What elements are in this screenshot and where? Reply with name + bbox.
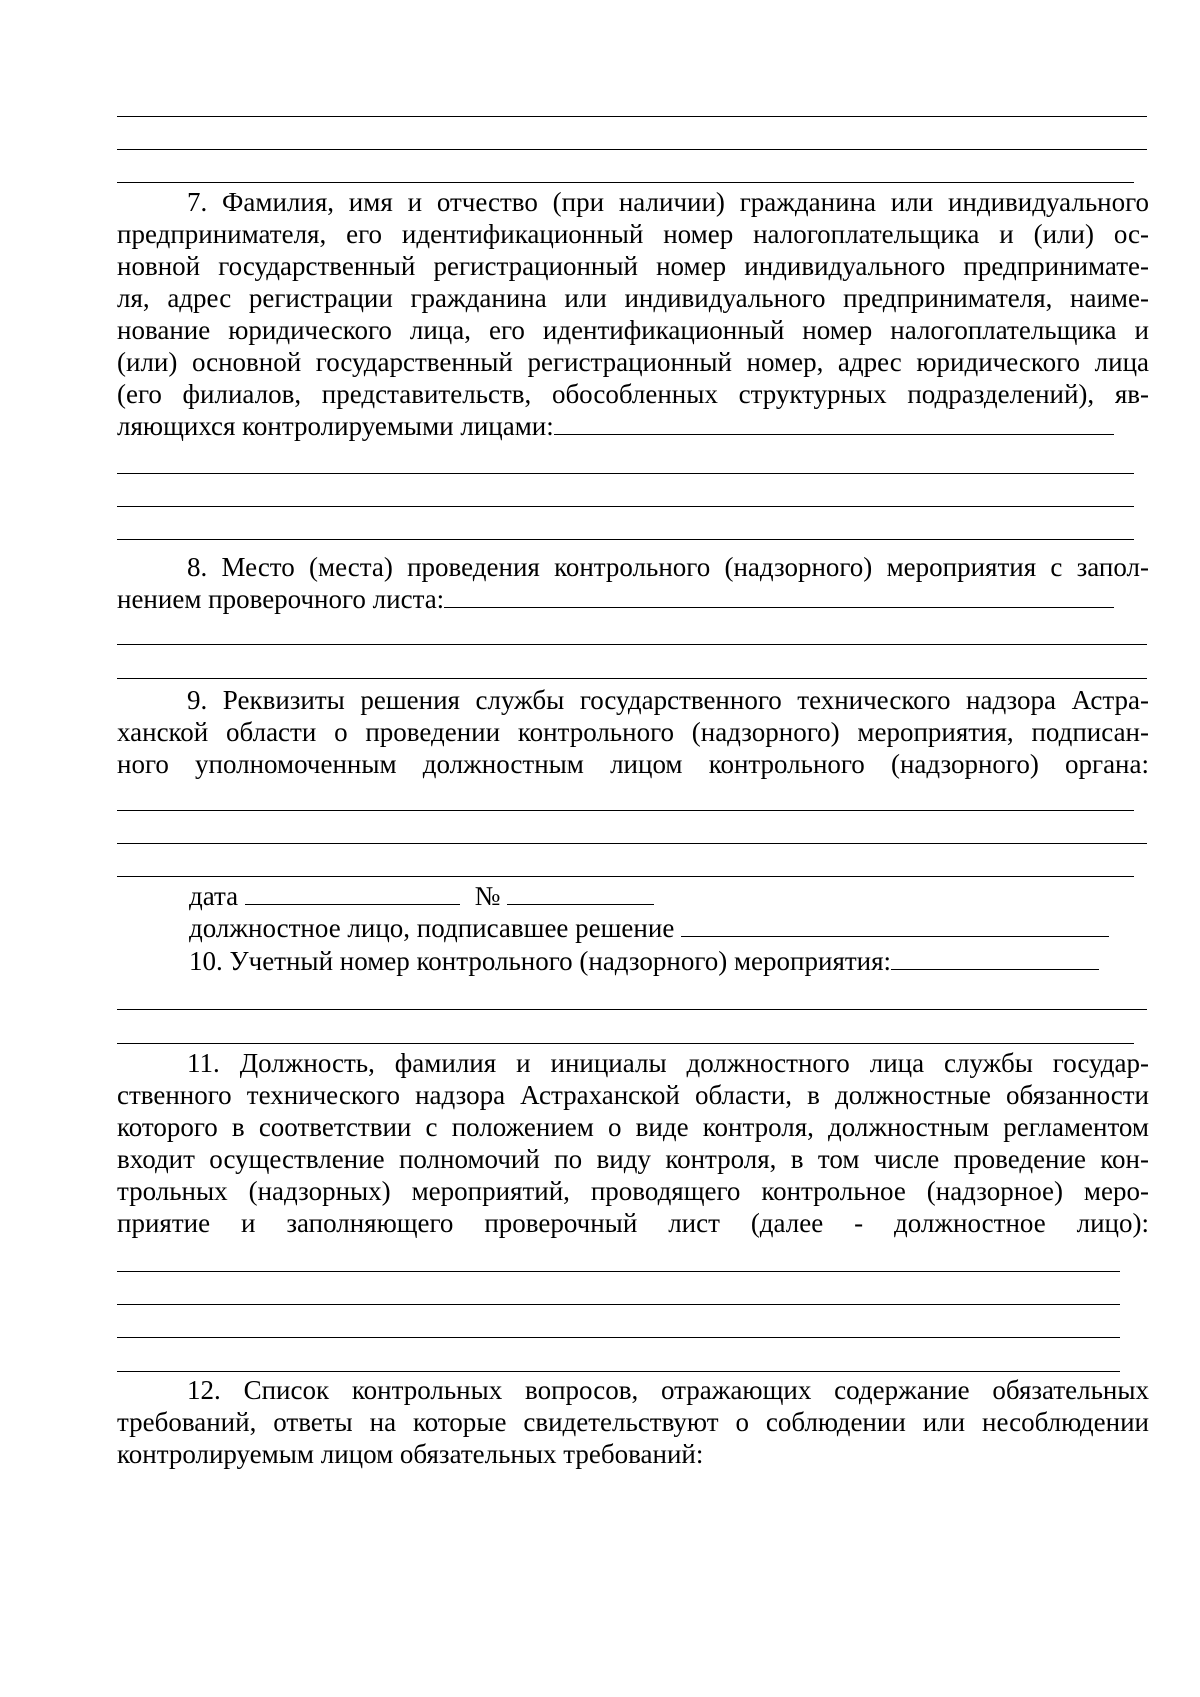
blank-line[interactable] (117, 810, 1134, 811)
record-number-field[interactable] (891, 945, 1099, 970)
section-12-line: 12. Список контрольных вопросов, отражающих содержание обязательных (187, 1375, 1149, 1405)
blank-line[interactable] (117, 644, 1147, 645)
section-11-line: которого в соответствии с положением о виде контроля, должностным регламентом (117, 1112, 1149, 1142)
blank-line[interactable] (117, 506, 1134, 507)
blank-line[interactable] (117, 473, 1134, 474)
blank-line (117, 116, 1147, 117)
section-12-line: требований, ответы на которые свидетельствуют о соблюдении или несоблюдении (117, 1407, 1149, 1437)
number-label: № (474, 881, 501, 911)
section-9-line: ного уполномоченным должностным лицом контрольного (надзорного) органа: (117, 749, 1149, 779)
section-11-line: 11. Должность, фамилия и инициалы должностного лица службы государ- (187, 1048, 1149, 1078)
blank-line[interactable] (117, 1304, 1120, 1305)
blank-line[interactable] (117, 1337, 1120, 1338)
section-11-line: входит осуществление полномочий по виду контроля, в том числе проведение кон- (117, 1144, 1149, 1174)
official-label: должностное лицо, подписавшее решение (189, 913, 675, 943)
section-9-line: 9. Реквизиты решения службы государственного технического надзора Астра- (187, 685, 1149, 715)
decision-date-row (189, 880, 654, 912)
section-7-line: (или) основной государственный регистрационный номер, адрес юридического лица (117, 347, 1149, 377)
date-label: дата (189, 881, 239, 911)
blank-line[interactable] (117, 876, 1134, 877)
section-12-line: контролируемым лицом обязательных требований: (117, 1439, 704, 1469)
section-7-line: нование юридического лица, его идентификационный номер налогоплательщика и (117, 315, 1149, 345)
official-field[interactable] (681, 912, 1109, 937)
blank-line[interactable] (117, 678, 1147, 679)
controlled-persons-field[interactable] (554, 410, 1114, 435)
blank-line[interactable] (117, 1371, 1120, 1372)
section-7-line: ля, адрес регистрации гражданина или индивидуального предпринимателя, наиме- (117, 283, 1149, 313)
section-10-label: 10. Учетный номер контрольного (надзорного) мероприятия: (189, 946, 892, 976)
section-11-line: ственного технического надзора Астраханской области, в должностные обязанности (117, 1080, 1149, 1110)
decision-official-row (189, 912, 1109, 944)
section-11-line: приятие и заполняющего проверочный лист (далее - должностное лицо): (117, 1208, 1149, 1238)
section-7-line: новной государственный регистрационный номер индивидуального предпринимате- (117, 251, 1149, 281)
section-10-row (189, 945, 1099, 977)
section-7-line: предпринимателя, его идентификационный номер налогоплательщика и (или) ос- (117, 219, 1149, 249)
section-8-line: 8. Место (места) проведения контрольного (надзорного) мероприятия с запол- (187, 552, 1149, 582)
blank-line[interactable] (117, 539, 1134, 540)
blank-line (117, 182, 1134, 183)
section-7-line: (его филиалов, представительств, обособленных структурных подразделений), яв- (117, 379, 1149, 409)
decision-number-field[interactable] (507, 880, 654, 905)
section-9-line: ханской области о проведении контрольного (надзорного) мероприятия, подписан- (117, 717, 1149, 747)
inspection-place-field[interactable] (444, 583, 1114, 608)
date-field[interactable] (245, 880, 460, 905)
section-8-label: нением проверочного листа: (117, 584, 445, 614)
section-7-line: 7. Фамилия, имя и отчество (при наличии) гражданина или индивидуального (187, 187, 1149, 217)
section-7-last-row (117, 410, 1114, 442)
section-8-last-row (117, 583, 1114, 615)
section-11-line: трольных (надзорных) мероприятий, проводящего контрольное (надзорное) меро- (117, 1176, 1149, 1206)
blank-line[interactable] (117, 843, 1147, 844)
blank-line[interactable] (117, 1043, 1134, 1044)
section-7-label: ляющихся контролируемыми лицами: (117, 411, 554, 441)
blank-line[interactable] (117, 1009, 1147, 1010)
blank-line[interactable] (117, 1271, 1120, 1272)
blank-line (117, 149, 1147, 150)
